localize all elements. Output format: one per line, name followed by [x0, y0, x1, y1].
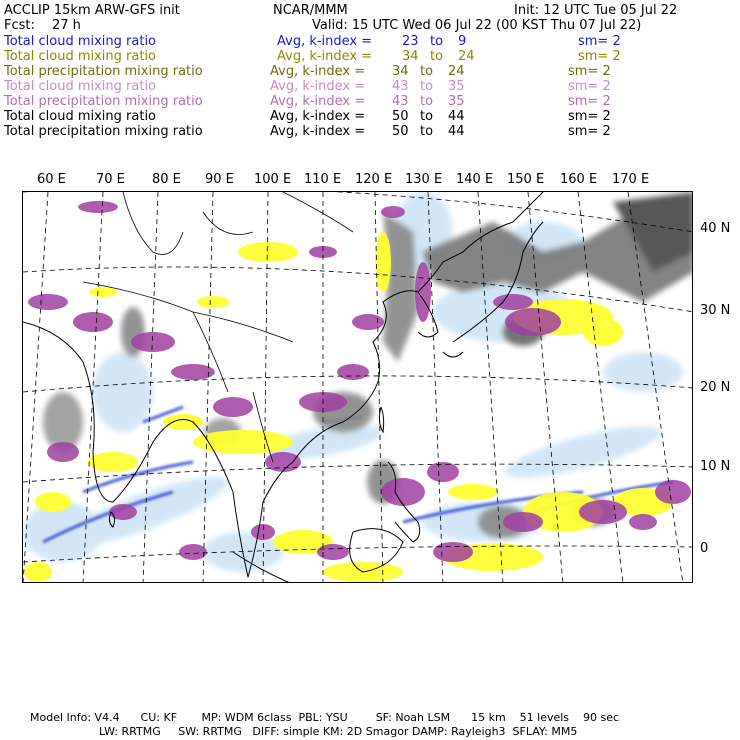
- field-avg-label: Avg, k-index =: [270, 79, 366, 94]
- field-k-from: 50: [392, 109, 409, 124]
- field-smoothing: sm= 2: [568, 79, 611, 94]
- fcst-value: 27 h: [52, 18, 81, 33]
- longitude-label: 130 E: [405, 172, 443, 187]
- field-k-to: 24: [458, 49, 475, 64]
- valid-time: Valid: 15 UTC Wed 06 Jul 22 (00 KST Thu 07 Jul 22): [312, 18, 642, 33]
- field-k-from: 34: [392, 64, 409, 79]
- field-k-from: 50: [392, 124, 409, 139]
- field-smoothing: sm= 2: [568, 94, 611, 109]
- longitude-label: 80 E: [152, 172, 181, 187]
- field-smoothing: sm= 2: [568, 64, 611, 79]
- map-panel: [22, 191, 693, 583]
- field-avg-label: Avg, k-index =: [270, 124, 366, 139]
- field-k-to-word: to: [420, 124, 434, 139]
- latitude-label: 0: [700, 541, 709, 556]
- latitude-label: 20 N: [700, 380, 731, 395]
- field-k-to: 44: [448, 109, 465, 124]
- field-smoothing: sm= 2: [578, 34, 621, 49]
- field-k-from: 23: [402, 34, 419, 49]
- longitude-label: 150 E: [507, 172, 545, 187]
- field-k-to: 35: [448, 94, 465, 109]
- field-k-to-word: to: [420, 79, 434, 94]
- field-smoothing: sm= 2: [578, 49, 621, 64]
- field-smoothing: sm= 2: [568, 109, 611, 124]
- field-avg-label: Avg, k-index =: [270, 94, 366, 109]
- field-name: Total cloud mixing ratio: [4, 49, 157, 64]
- latitude-label: 40 N: [700, 221, 731, 236]
- longitude-label: 160 E: [560, 172, 598, 187]
- field-name: Total cloud mixing ratio: [4, 34, 157, 49]
- field-name: Total precipitation mixing ratio: [4, 64, 203, 79]
- field-k-to: 24: [448, 64, 465, 79]
- latitude-label: 30 N: [700, 303, 731, 318]
- field-k-to: 9: [458, 34, 467, 49]
- init-time: Init: 12 UTC Tue 05 Jul 22: [514, 3, 678, 18]
- field-k-to-word: to: [420, 109, 434, 124]
- longitude-label: 90 E: [205, 172, 234, 187]
- latitude-label: 10 N: [700, 459, 731, 474]
- fcst-label: Fcst:: [4, 18, 35, 33]
- field-avg-label: Avg, k-index =: [277, 49, 373, 64]
- field-name: Total cloud mixing ratio: [4, 79, 157, 94]
- field-name: Total precipitation mixing ratio: [4, 124, 203, 139]
- field-k-to-word: to: [430, 34, 444, 49]
- longitude-label: 120 E: [355, 172, 393, 187]
- field-k-to-word: to: [420, 64, 434, 79]
- model-title: ACCLIP 15km ARW-GFS init: [4, 3, 180, 18]
- field-k-to: 35: [448, 79, 465, 94]
- field-k-to-word: to: [420, 94, 434, 109]
- field-smoothing: sm= 2: [568, 124, 611, 139]
- field-name: Total cloud mixing ratio: [4, 109, 157, 124]
- longitude-label: 100 E: [254, 172, 292, 187]
- field-k-from: 43: [392, 94, 409, 109]
- longitude-label: 60 E: [37, 172, 66, 187]
- footer-model-info: Model Info: V4.4 CU: KF MP: WDM 6class PBL: YSU SF: Noah LSM 15 km 51 levels 90 sec: [30, 711, 620, 724]
- field-avg-label: Avg, k-index =: [277, 34, 373, 49]
- field-name: Total precipitation mixing ratio: [4, 94, 203, 109]
- center-name: NCAR/MMM: [273, 3, 348, 18]
- footer-physics-info: LW: RRTMG SW: RRTMG DIFF: simple KM: 2D Smagor DAMP: Rayleigh3 SFLAY: MM5: [99, 725, 578, 738]
- field-k-from: 43: [392, 79, 409, 94]
- map-svg: [23, 192, 693, 583]
- field-k-to: 44: [448, 124, 465, 139]
- longitude-label: 170 E: [612, 172, 650, 187]
- field-avg-label: Avg, k-index =: [270, 64, 366, 79]
- longitude-label: 70 E: [96, 172, 125, 187]
- field-avg-label: Avg, k-index =: [270, 109, 366, 124]
- longitude-label: 140 E: [456, 172, 494, 187]
- field-k-to-word: to: [430, 49, 444, 64]
- field-k-from: 34: [402, 49, 419, 64]
- longitude-label: 110 E: [304, 172, 342, 187]
